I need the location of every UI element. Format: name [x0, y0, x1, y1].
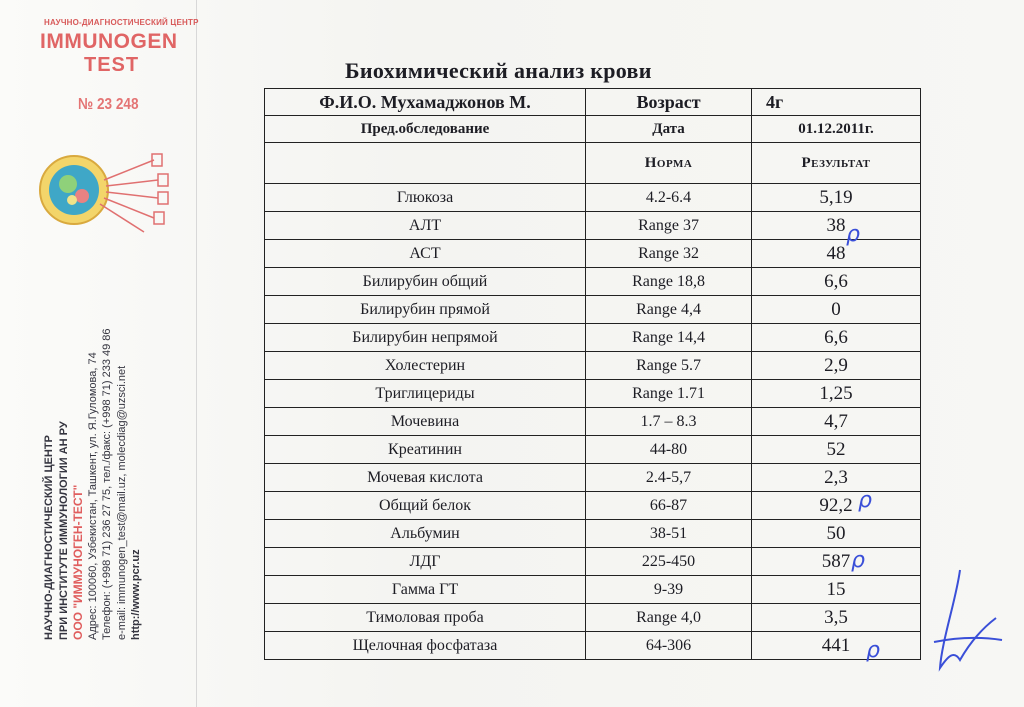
row-name: АСТ	[265, 240, 586, 268]
row-name: Глюкоза	[265, 184, 586, 212]
row-norm: 4.2-6.4	[586, 184, 752, 212]
row-name: Мочевина	[265, 408, 586, 436]
sidebar-address: Адрес: 100060, Узбекистан, Ташкент, ул. Я.Гуломова, 74	[86, 352, 99, 640]
page-title: Биохимический анализ крови	[345, 58, 652, 83]
handwritten-mark-icon: ρ	[858, 488, 872, 513]
table-row	[265, 576, 921, 604]
date-value: 01.12.2011г.	[752, 116, 921, 143]
row-norm: 44-80	[586, 436, 752, 464]
handwritten-mark-icon: ρ	[851, 548, 865, 573]
serial-number: № 23 248	[78, 96, 139, 113]
row-name: Билирубин непрямой	[265, 324, 586, 352]
logo-brand-sub: TEST	[84, 54, 140, 76]
row-name: Тимоловая проба	[265, 604, 586, 632]
row-name: Холестерин	[265, 352, 586, 380]
handwritten-mark-icon: ρ	[866, 638, 880, 663]
sidebar-website: http://www.pcr.uz	[130, 549, 142, 640]
row-result: 50	[752, 520, 921, 548]
sidebar-email: e-mail: immunogen_test@mail.uz, molecdiag@uzsci.net	[115, 365, 128, 640]
table-row	[265, 296, 921, 324]
row-result: 1,25	[752, 380, 921, 408]
row-result: 15	[752, 576, 921, 604]
table-row	[265, 268, 921, 296]
row-name: Альбумин	[265, 520, 586, 548]
row-name: Мочевая кислота	[265, 464, 586, 492]
row-result: 5,19	[752, 184, 921, 212]
row-result: 6,6	[752, 268, 921, 296]
row-result: 3,5	[752, 604, 921, 632]
row-norm: 66-87	[586, 492, 752, 520]
row-result: 587	[752, 548, 921, 576]
row-norm: Range 32	[586, 240, 752, 268]
row-name: Общий белок	[265, 492, 586, 520]
row-name: ЛДГ	[265, 548, 586, 576]
table-row	[265, 240, 921, 268]
row-norm: 64-306	[586, 632, 752, 660]
row-name: Билирубин общий	[265, 268, 586, 296]
results-table	[264, 88, 921, 660]
sidebar-contacts	[42, 328, 144, 640]
row-name: Триглицериды	[265, 380, 586, 408]
row-name: Щелочная фосфатаза	[265, 632, 586, 660]
row-norm: Range 4,4	[586, 296, 752, 324]
table-row	[265, 324, 921, 352]
age-value: 4г	[752, 89, 921, 116]
row-norm: Range 5.7	[586, 352, 752, 380]
exam-row	[265, 116, 921, 143]
row-norm: Range 14,4	[586, 324, 752, 352]
date-label: Дата	[586, 116, 752, 143]
table-row	[265, 212, 921, 240]
result-header: Результат	[752, 143, 921, 184]
patient-name: Ф.И.О. Мухамаджонов М.	[265, 89, 586, 116]
table-row	[265, 492, 921, 520]
results-body	[265, 184, 921, 660]
row-result: 0	[752, 296, 921, 324]
row-result: 38	[752, 212, 921, 240]
patient-row	[265, 89, 921, 116]
row-norm: Range 4,0	[586, 604, 752, 632]
row-result: 4,7	[752, 408, 921, 436]
row-norm: Range 37	[586, 212, 752, 240]
row-result: 48	[752, 240, 921, 268]
table-row	[265, 184, 921, 212]
table-row	[265, 548, 921, 576]
row-norm: 1.7 – 8.3	[586, 408, 752, 436]
row-norm: 2.4-5,7	[586, 464, 752, 492]
norm-header: Норма	[586, 143, 752, 184]
handwritten-mark-icon: ρ	[846, 222, 860, 247]
table-row	[265, 520, 921, 548]
table-row	[265, 632, 921, 660]
row-norm: Range 1.71	[586, 380, 752, 408]
row-norm: 9-39	[586, 576, 752, 604]
row-name: Креатинин	[265, 436, 586, 464]
row-result: 441	[752, 632, 921, 660]
fold-line	[196, 0, 197, 707]
row-result: 92,2	[752, 492, 921, 520]
row-norm: 225-450	[586, 548, 752, 576]
table-row	[265, 436, 921, 464]
row-norm: Range 18,8	[586, 268, 752, 296]
table-row	[265, 604, 921, 632]
row-name: АЛТ	[265, 212, 586, 240]
row-norm: 38-51	[586, 520, 752, 548]
row-name: Гамма ГТ	[265, 576, 586, 604]
logo-caption: НАУЧНО-ДИАГНОСТИЧЕСКИЙ ЦЕНТР	[44, 18, 199, 27]
row-result: 2,9	[752, 352, 921, 380]
table-row	[265, 380, 921, 408]
row-result: 2,3	[752, 464, 921, 492]
prev-exam-label: Пред.обследование	[265, 116, 586, 143]
row-name: Билирубин прямой	[265, 296, 586, 324]
column-header-row	[265, 143, 921, 184]
table-row	[265, 352, 921, 380]
logo-brand: IMMUNOGEN	[40, 30, 178, 53]
row-result: 52	[752, 436, 921, 464]
row-result: 6,6	[752, 324, 921, 352]
sidebar-org: ООО "ИММУНОГЕН-ТЕСТ"	[71, 484, 85, 640]
signature-icon	[930, 560, 1010, 680]
blank-header	[265, 143, 586, 184]
age-label: Возраст	[586, 89, 752, 116]
sidebar-line: НАУЧНО-ДИАГНОСТИЧЕСКИЙ ЦЕНТР	[43, 435, 55, 640]
table-row	[265, 464, 921, 492]
table-row	[265, 408, 921, 436]
sidebar-phone: Телефон: (+998 71) 236 27 75, тел./факс: (+998 71) 233 49 86	[101, 328, 113, 640]
sidebar-line: ПРИ ИНСТИТУТЕ ИММУНОЛОГИИ АН РУ	[57, 421, 70, 640]
cell-logo-icon	[34, 140, 184, 240]
